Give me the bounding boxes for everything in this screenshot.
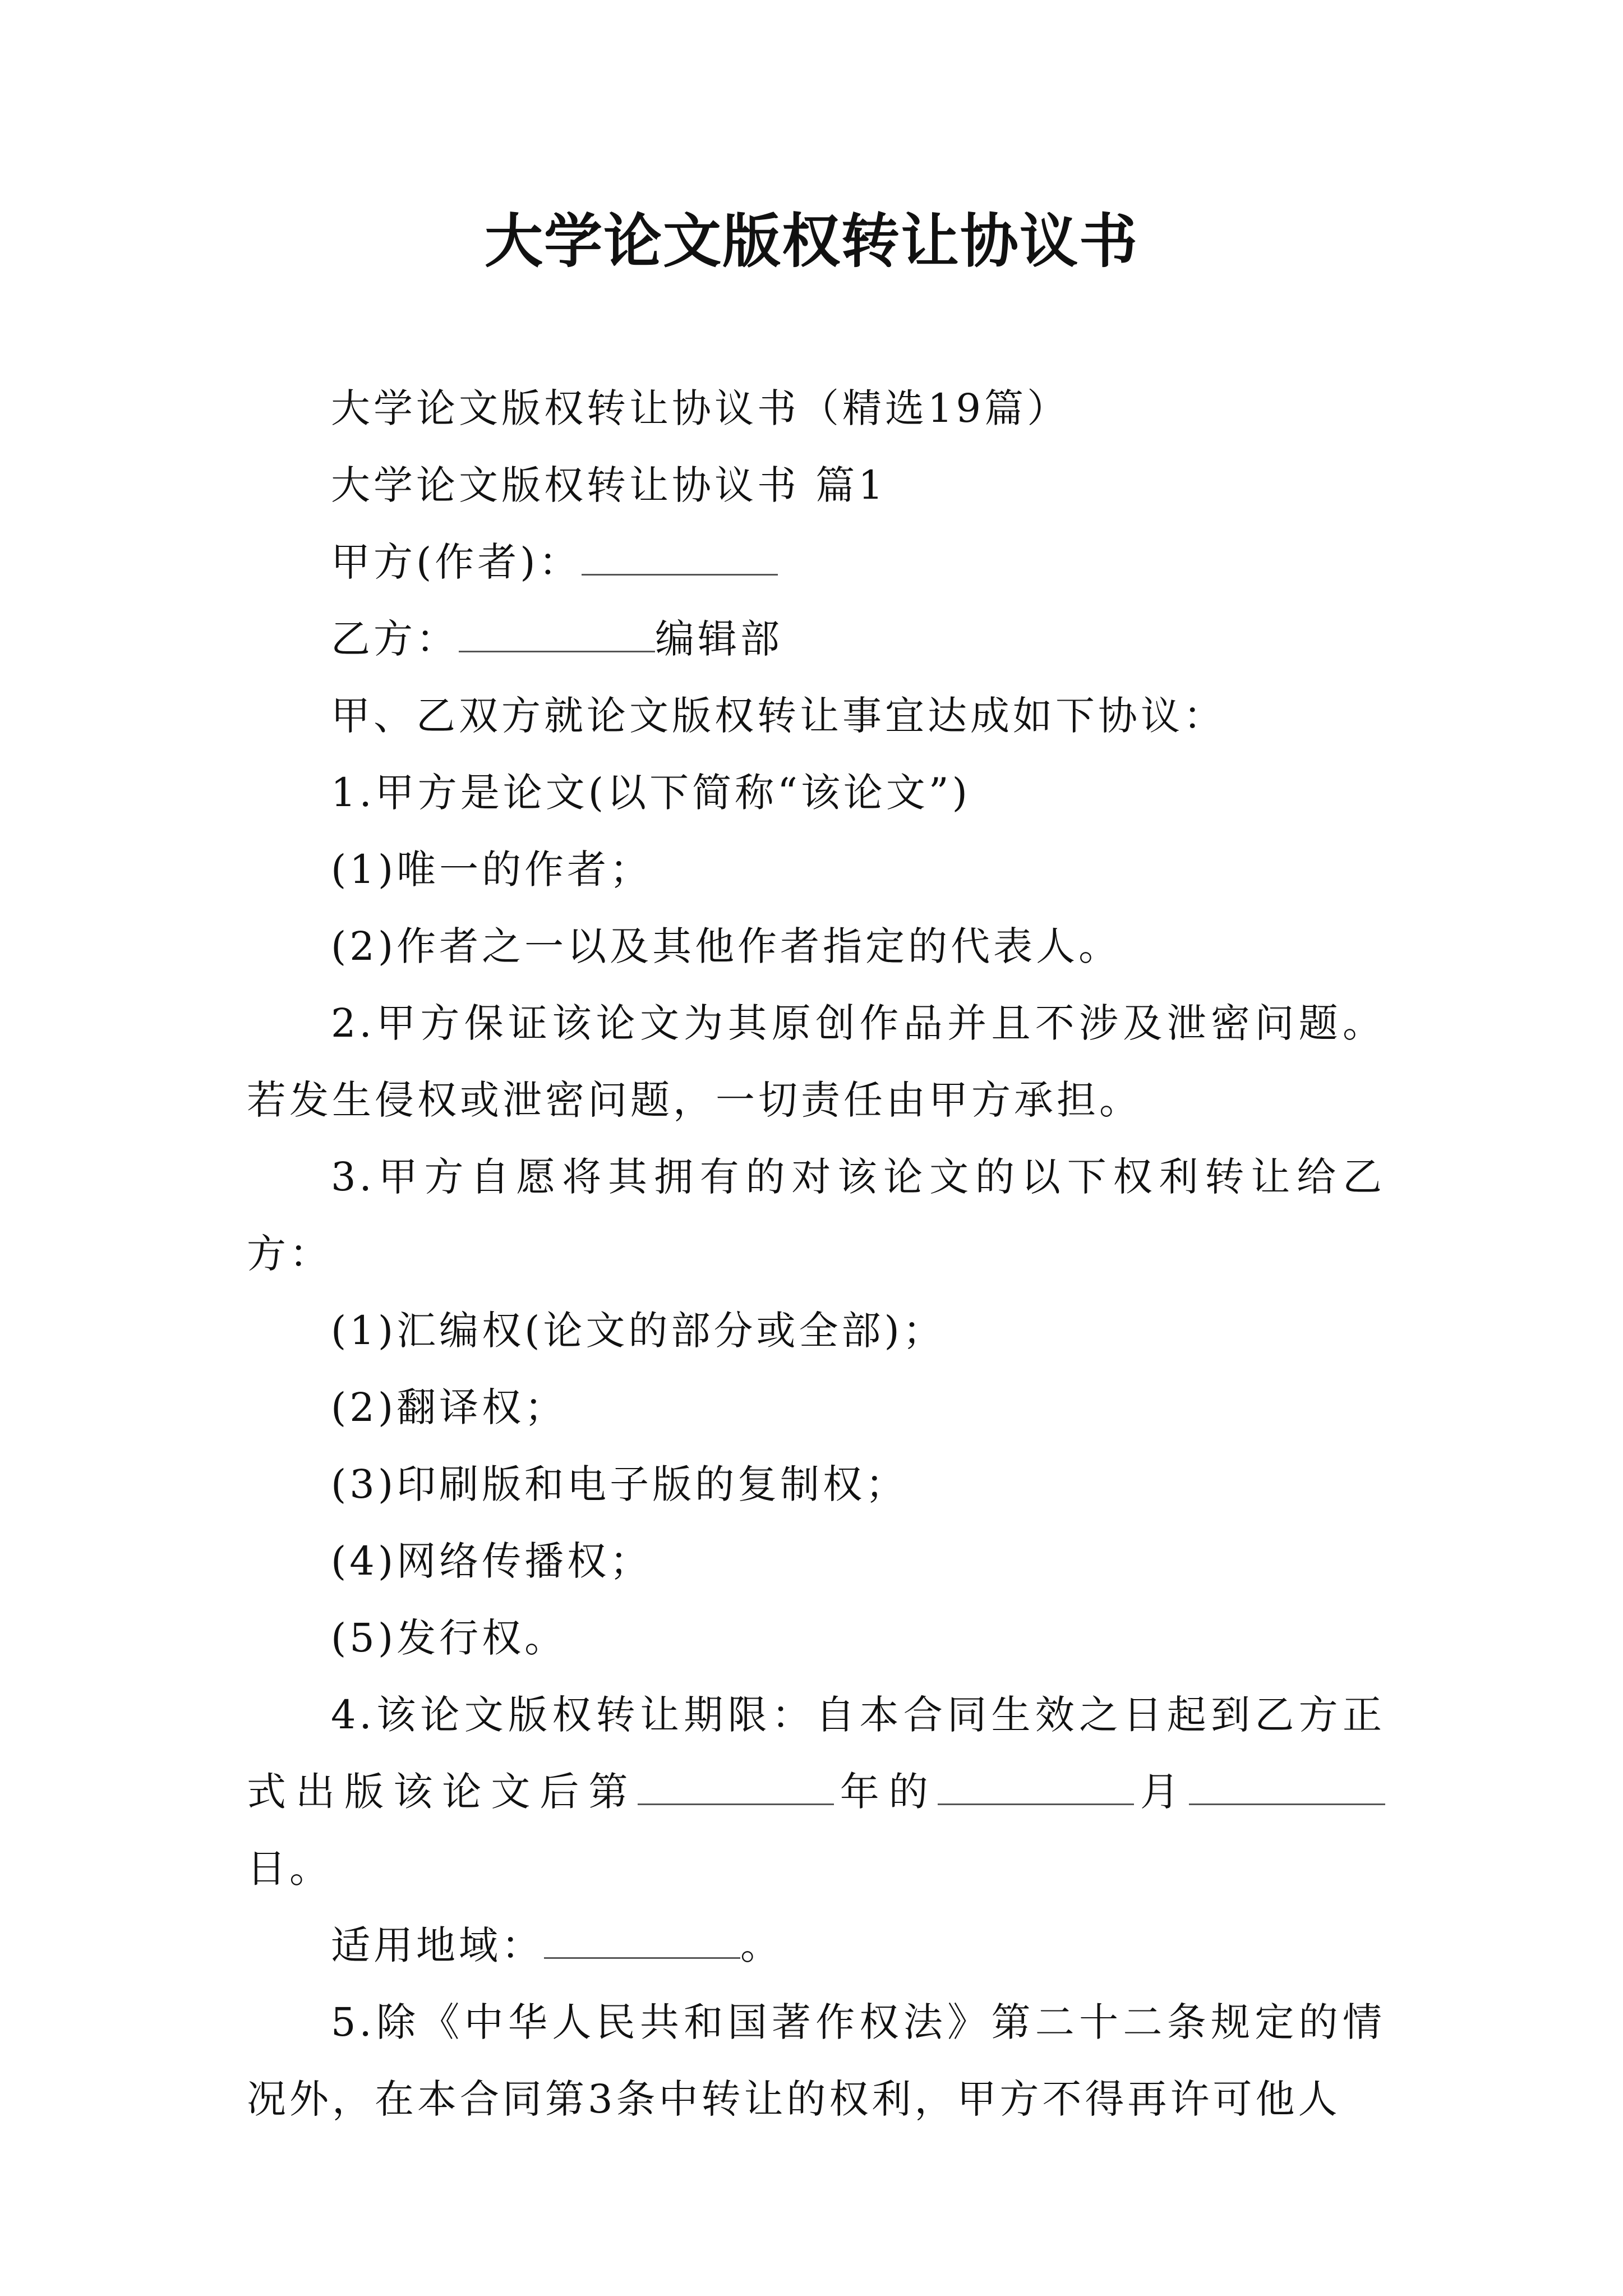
clause-1-option-2: (2)作者之一以及其他作者指定的代表人。 bbox=[331, 923, 1122, 969]
clause-1: 1.甲方是论文(以下简称“该论文”) bbox=[331, 770, 971, 816]
party-b-line bbox=[247, 601, 1385, 678]
region-blank bbox=[544, 1917, 740, 1959]
year-blank bbox=[638, 1763, 834, 1805]
region-label: 适用地域： bbox=[331, 1922, 544, 1968]
region-line bbox=[247, 1907, 1385, 1984]
subtitle: 大学论文版权转让协议书（精选19篇） bbox=[331, 385, 1070, 431]
day-blank bbox=[1189, 1763, 1385, 1805]
party-b-label: 乙方： bbox=[331, 616, 459, 662]
party-a-label: 甲方(作者)： bbox=[331, 539, 582, 585]
clause-4-month-label: 月 bbox=[1133, 1769, 1189, 1815]
right-item: (1)汇编权(论文的部分或全部)； bbox=[331, 1308, 946, 1354]
clause-2: 2.甲方保证该论文为其原创作品并且不涉及泄密问题。若发生侵权或泄密问题，一切责任由甲方承担。 bbox=[247, 1000, 1385, 1123]
clause-4-text: 4.该论文版权转让期限：自本合同生效之日起到乙方正式出版该论文后第 bbox=[247, 1692, 1385, 1815]
clause-4-year-label: 年的 bbox=[833, 1769, 938, 1815]
party-a-line bbox=[247, 524, 1385, 601]
right-item: (3)印刷版和电子版的复制权； bbox=[331, 1461, 909, 1507]
clause-5: 5.除《中华人民共和国著作权法》第二十二条规定的情况外，在本合同第3条中转让的权利，甲方不得再许可他人 bbox=[247, 1999, 1385, 2122]
document-title: 大学论文版权转让协议书 bbox=[484, 206, 1138, 275]
intro-paragraph: 甲、乙双方就论文版权转让事宜达成如下协议： bbox=[331, 693, 1226, 739]
region-suffix: 。 bbox=[740, 1922, 783, 1968]
section-heading: 大学论文版权转让协议书 篇1 bbox=[331, 462, 887, 508]
party-a-blank bbox=[582, 533, 778, 576]
clause-3: 3.甲方自愿将其拥有的对该论文的以下权利转让给乙方： bbox=[247, 1154, 1385, 1277]
right-item: (5)发行权。 bbox=[331, 1615, 568, 1661]
clause-4-day-label: 日。 bbox=[247, 1846, 332, 1892]
right-item: (2)翻译权； bbox=[331, 1384, 568, 1430]
party-b-blank bbox=[459, 610, 655, 652]
month-blank bbox=[938, 1763, 1134, 1805]
party-b-suffix: 编辑部 bbox=[655, 616, 783, 662]
clause-4 bbox=[247, 1677, 1385, 1907]
clause-1-option-1: (1)唯一的作者； bbox=[331, 846, 653, 892]
document-body bbox=[247, 370, 1385, 2138]
right-item: (4)网络传播权； bbox=[331, 1538, 653, 1584]
